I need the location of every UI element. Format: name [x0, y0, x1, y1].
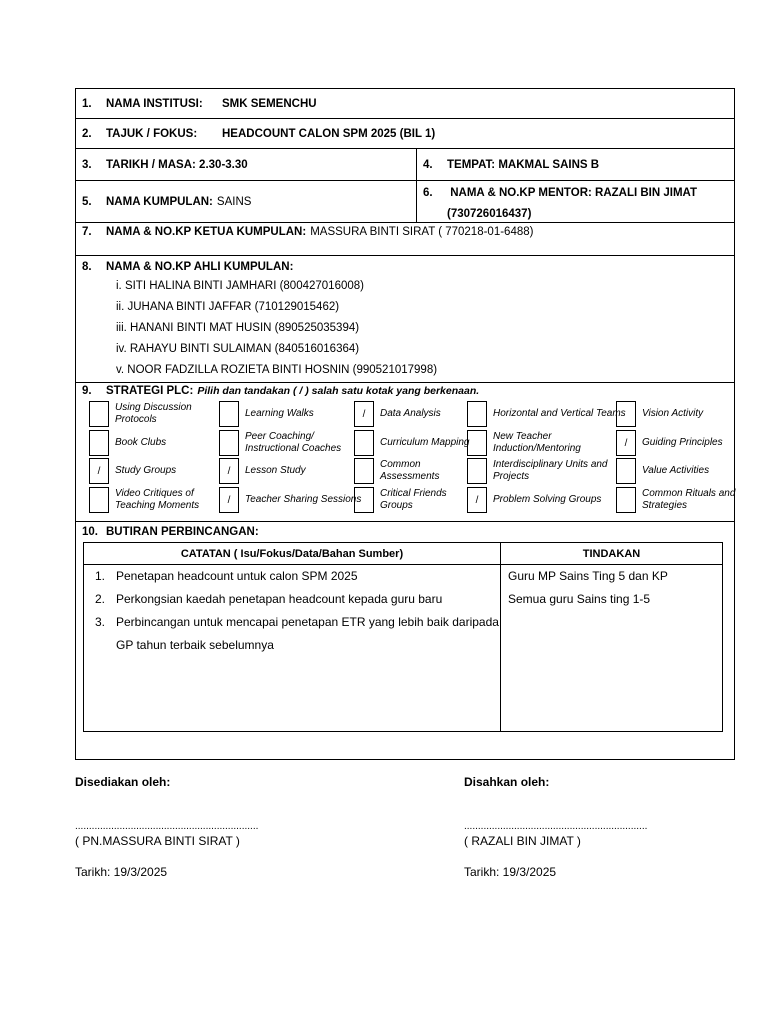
strategy-checkbox[interactable]: /: [616, 430, 636, 456]
notes-cell: [84, 565, 501, 731]
strategy-option-label: Guiding Principles: [642, 437, 723, 448]
strategy-option-label: Learning Walks: [245, 408, 314, 419]
list-item: [84, 611, 500, 634]
strategy-option: [467, 457, 628, 485]
strategy-option: [616, 486, 742, 514]
strategy-checkbox[interactable]: [219, 401, 239, 427]
members-list: [82, 276, 734, 381]
strategy-option: [89, 400, 225, 428]
discussion-label: BUTIRAN PERBINCANGAN:: [106, 526, 259, 538]
row-number: 9.: [82, 385, 92, 397]
approved-by-block: [464, 775, 647, 879]
strategy-option: [354, 429, 475, 457]
strategy-checkbox[interactable]: /: [467, 487, 487, 513]
item-text: Perkongsian kaedah penetapan headcount kepada guru baru: [116, 592, 443, 606]
strategy-checkbox[interactable]: /: [89, 458, 109, 484]
strategy-option-label: Video Critiques of Teaching Moments: [115, 488, 200, 511]
strategy-checkbox[interactable]: [89, 430, 109, 456]
date-time-label: TARIKH / MASA: 2.30-3.30: [106, 158, 248, 171]
row-discussion: [76, 522, 734, 759]
list-item: Guru MP Sains Ting 5 dan KP: [508, 569, 668, 583]
list-item: [84, 634, 500, 657]
strategy-checkbox[interactable]: /: [354, 401, 374, 427]
prepared-by-name: ( PN.MASSURA BINTI SIRAT ): [75, 834, 240, 848]
notes-column-header: CATATAN ( Isu/Fokus/Data/Bahan Sumber): [84, 543, 501, 564]
strategy-option: [354, 486, 475, 514]
strategy-checkbox[interactable]: /: [219, 458, 239, 484]
strategy-option-label: Peer Coaching/ Instructional Coaches: [245, 431, 342, 454]
row-number: 10.: [82, 526, 98, 538]
strategy-option-label: Horizontal and Vertical Teams: [493, 408, 626, 419]
mentor-label: NAMA & NO.KP MENTOR: RAZALI BIN JIMAT: [450, 187, 698, 199]
list-item: [84, 565, 500, 588]
strategy-option-label: Teacher Sharing Sessions: [245, 494, 362, 505]
strategy-option: [354, 400, 475, 428]
row-number: 4.: [423, 158, 433, 171]
strategy-checkbox[interactable]: [219, 430, 239, 456]
list-item: iv. RAHAYU BINTI SULAIMAN (840516016364): [116, 343, 360, 355]
members-label: NAMA & NO.KP AHLI KUMPULAN:: [106, 261, 294, 273]
row-group-leader: [76, 223, 734, 256]
institution-value: SMK SEMENCHU: [222, 97, 317, 110]
strategy-checkbox[interactable]: [89, 401, 109, 427]
strategy-option-label: Book Clubs: [115, 437, 167, 448]
prepared-by-block: [75, 775, 258, 879]
strategy-option-label: Value Activities: [642, 465, 710, 476]
list-item: ii. JUHANA BINTI JAFFAR (710129015462): [116, 301, 340, 313]
plc-form: [75, 88, 735, 760]
strategy-option: [89, 457, 225, 485]
row-number: 1.: [82, 97, 92, 110]
table-body: [84, 565, 722, 731]
strategy-option: [89, 486, 225, 514]
row-plc-strategy: [76, 383, 734, 522]
strategy-checkbox[interactable]: [616, 458, 636, 484]
strategy-checkbox[interactable]: [354, 458, 374, 484]
strategy-option-label: Lesson Study: [245, 465, 306, 476]
strategy-option: [219, 400, 370, 428]
date-time-cell: [76, 149, 417, 180]
group-name-cell: [76, 181, 417, 222]
strategy-option-label: Curriculum Mapping: [380, 437, 470, 448]
list-item: iii. HANANI BINTI MAT HUSIN (890525035394): [116, 322, 360, 334]
row-number: 8.: [82, 261, 92, 273]
prepared-by-title: Disediakan oleh:: [75, 775, 171, 789]
action-cell: [501, 565, 722, 731]
item-text: Perbincangan untuk mencapai penetapan ETR yang lebih baik daripada: [116, 615, 499, 629]
row-number: 5.: [82, 195, 92, 208]
strategy-option: [219, 457, 370, 485]
row-number: 6.: [423, 187, 433, 199]
item-text: Penetapan headcount untuk calon SPM 2025: [116, 569, 358, 583]
strategy-option: [89, 429, 225, 457]
strategy-option-label: Data Analysis: [380, 408, 441, 419]
row-number: 7.: [82, 226, 92, 238]
strategy-option-label: Problem Solving Groups: [493, 494, 602, 505]
item-number: 2.: [94, 592, 105, 606]
place-cell: [417, 149, 734, 180]
strategy-option-label: Common Rituals and Strategies: [642, 488, 736, 511]
list-item: v. NOOR FADZILLA ROZIETA BINTI HOSNIN (990521017998): [116, 364, 438, 376]
strategy-option-label: Interdisciplinary Units and Projects: [493, 459, 608, 482]
strategy-checkbox[interactable]: /: [219, 487, 239, 513]
list-item: [84, 588, 500, 611]
strategy-option: [616, 429, 742, 457]
row-number: 3.: [82, 158, 92, 171]
topic-value: HEADCOUNT CALON SPM 2025 (BIL 1): [222, 127, 436, 140]
strategy-option: [467, 486, 628, 514]
strategy-checkbox[interactable]: [467, 430, 487, 456]
strategy-option-label: Vision Activity: [642, 408, 704, 419]
signature-line: ..................................................................: [464, 821, 648, 832]
strategy-checkbox[interactable]: [616, 401, 636, 427]
strategy-checkbox[interactable]: [354, 487, 374, 513]
action-column-header: TINDAKAN: [582, 547, 641, 560]
item-number: [84, 634, 116, 657]
institution-label: NAMA INSTITUSI:: [106, 97, 203, 110]
strategy-instruction: Pilih dan tandakan ( / ) salah satu kotak yang berkenaan.: [197, 385, 480, 397]
strategy-checkbox[interactable]: [354, 430, 374, 456]
row-topic: [76, 119, 734, 149]
list-item: i. SITI HALINA BINTI JAMHARI (800427016008): [116, 280, 364, 292]
group-leader-label: NAMA & NO.KP KETUA KUMPULAN:: [106, 226, 307, 238]
strategy-checkbox[interactable]: [467, 458, 487, 484]
approved-by-title: Disahkan oleh:: [464, 775, 550, 789]
mentor-ic-value: (730726016437): [447, 208, 532, 220]
strategy-option-label: Common Assessments: [380, 459, 440, 482]
item-number: 3.: [94, 615, 105, 629]
strategy-option: [219, 429, 370, 457]
strategy-checkbox[interactable]: [467, 401, 487, 427]
strategy-checkbox[interactable]: [89, 487, 109, 513]
strategy-option: [354, 457, 475, 485]
list-item: Semua guru Sains ting 1-5: [508, 592, 651, 606]
topic-label: TAJUK / FOKUS:: [106, 127, 198, 140]
strategy-option: [616, 400, 742, 428]
group-name-value: SAINS: [216, 195, 252, 208]
row-members: [76, 256, 734, 383]
group-leader-value: MASSURA BINTI SIRAT ( 770218-01-6488): [310, 226, 534, 238]
discussion-table: [83, 542, 723, 732]
strategy-option-label: Using Discussion Protocols: [115, 402, 192, 425]
strategy-option-label: Study Groups: [115, 465, 177, 476]
strategy-option-label: Critical Friends Groups: [380, 488, 447, 511]
strategy-grid: [82, 399, 734, 519]
approved-by-name: ( RAZALI BIN JIMAT ): [464, 834, 581, 848]
row-number: 2.: [82, 127, 92, 140]
signature-line: ..................................................................: [75, 821, 259, 832]
row-date-place: [76, 149, 734, 181]
place-label: TEMPAT: MAKMAL SAINS B: [447, 158, 600, 171]
row-group-mentor: [76, 181, 734, 223]
strategy-option: [467, 400, 628, 428]
row-institution: [76, 89, 734, 119]
strategy-option: [219, 486, 370, 514]
strategy-option: [616, 457, 742, 485]
item-text: GP tahun terbaik sebelumnya: [116, 638, 274, 652]
strategy-option-label: New Teacher Induction/Mentoring: [493, 431, 581, 454]
strategy-checkbox[interactable]: [616, 487, 636, 513]
strategy-label: STRATEGI PLC:: [106, 385, 194, 397]
item-number: 1.: [94, 569, 105, 583]
mentor-cell: [417, 181, 734, 222]
table-header: [84, 543, 722, 565]
approved-by-date: Tarikh: 19/3/2025: [464, 865, 557, 879]
strategy-option: [467, 429, 628, 457]
prepared-by-date: Tarikh: 19/3/2025: [75, 865, 168, 879]
group-name-label: NAMA KUMPULAN:: [106, 195, 213, 208]
